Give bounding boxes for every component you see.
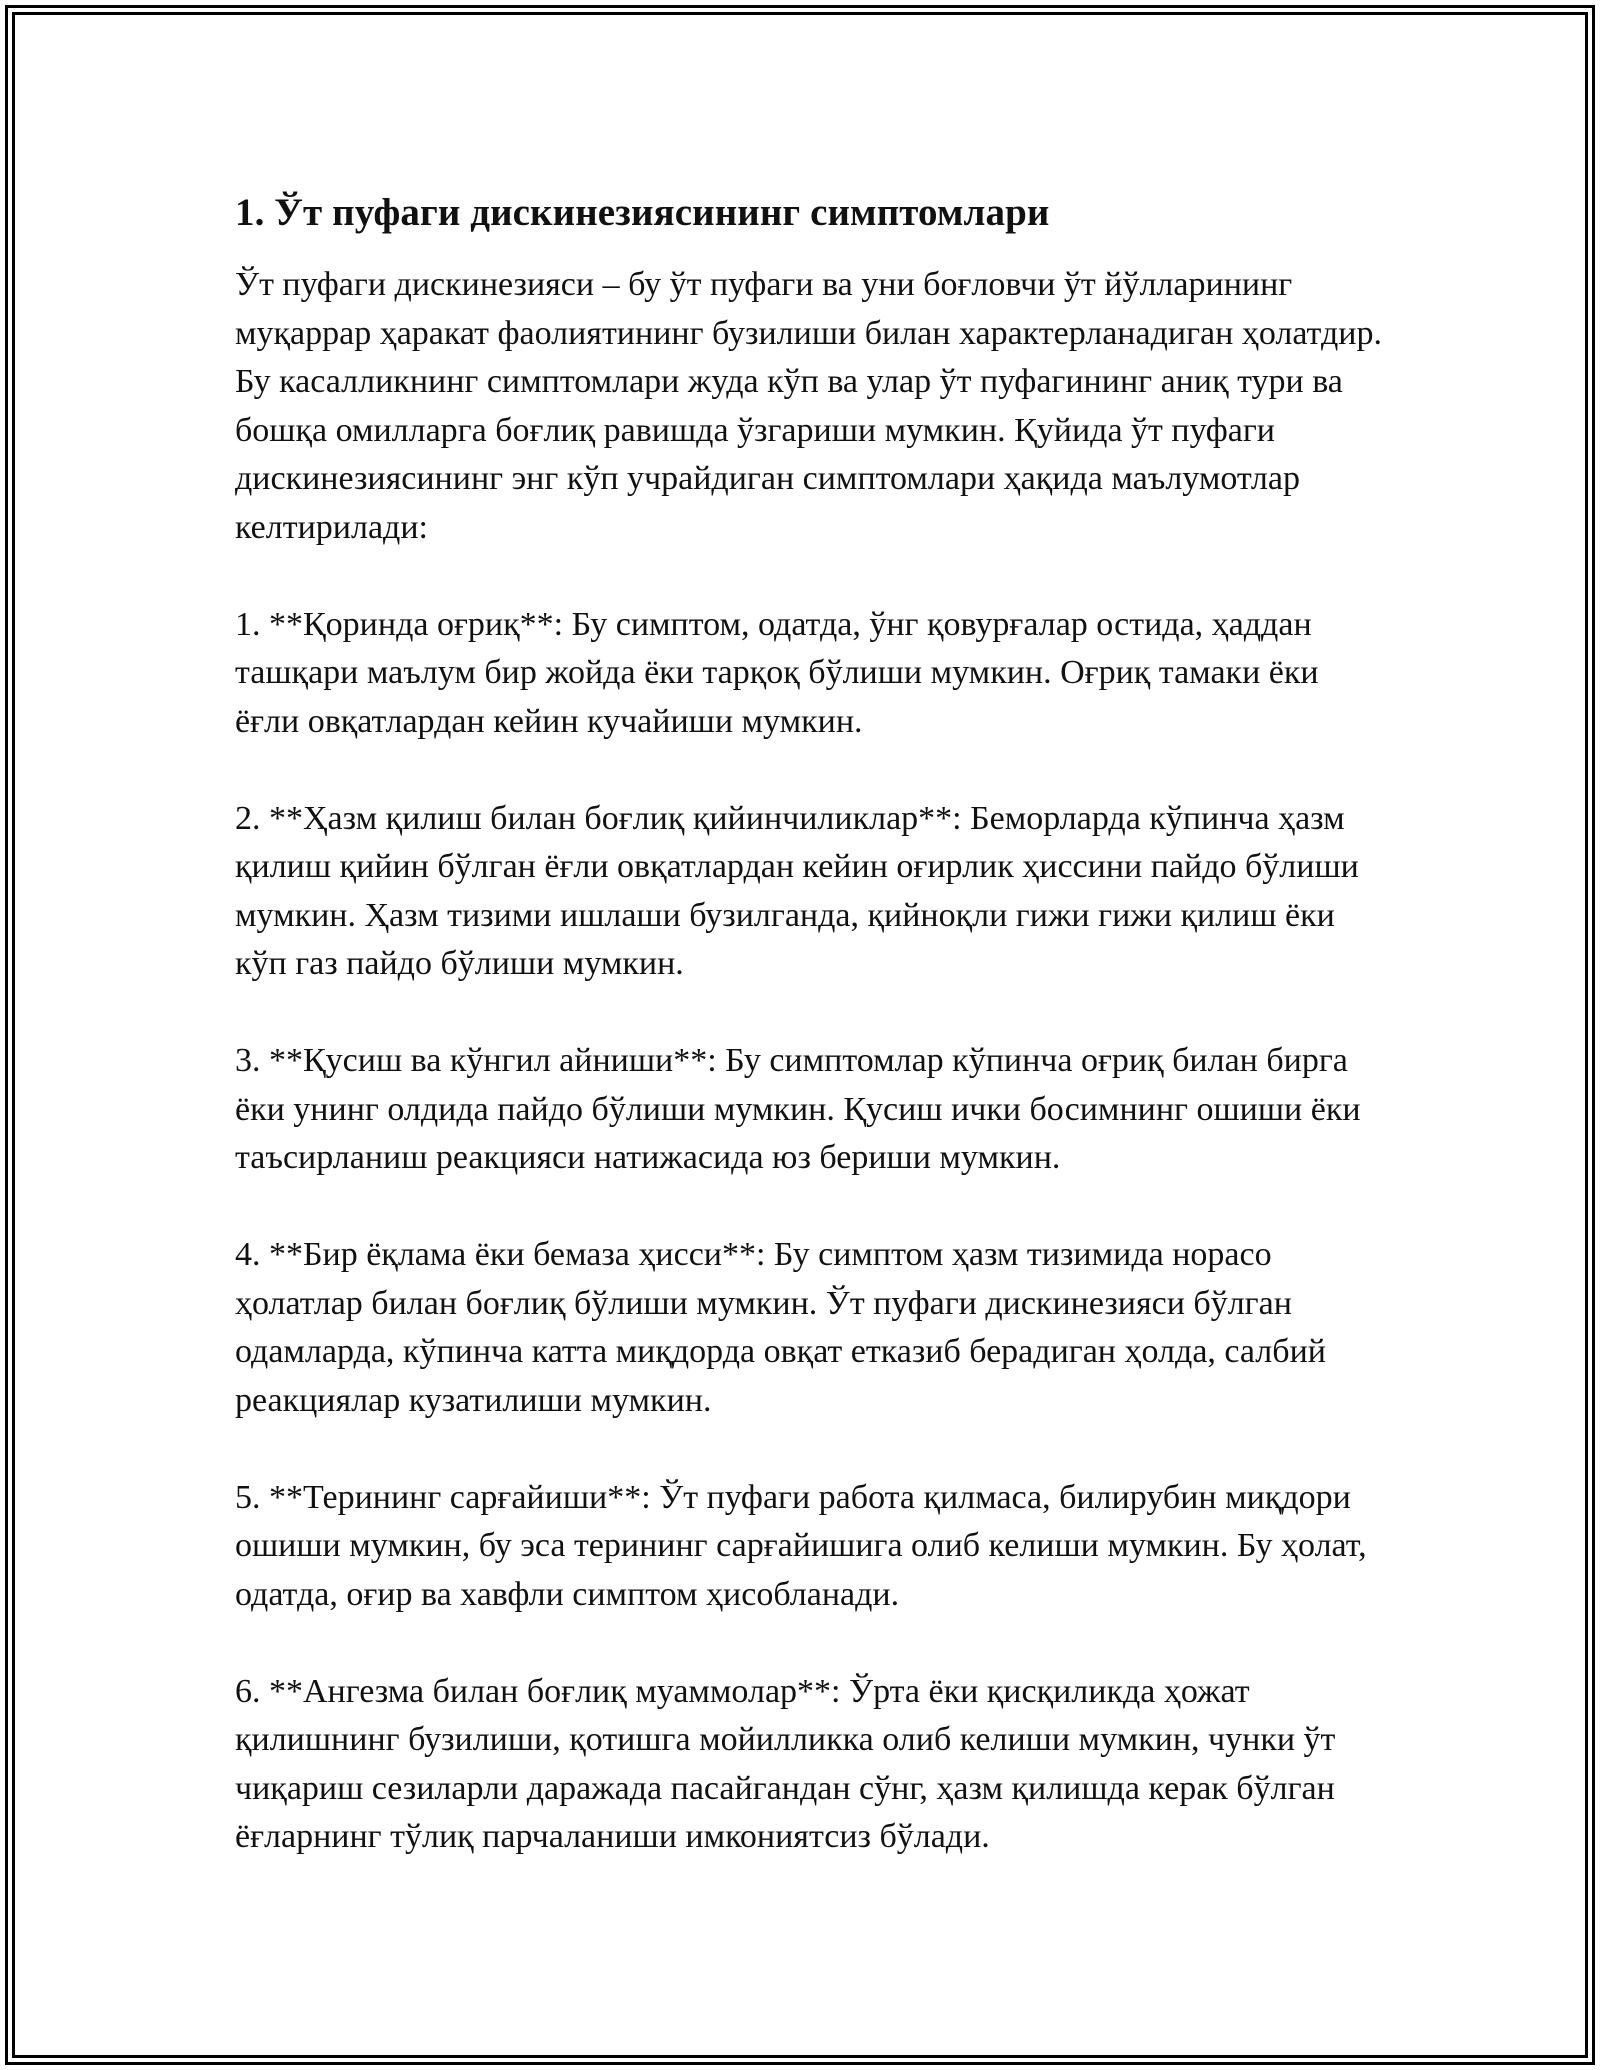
- list-item-6: 6. **Ангезма билан боғлиқ муаммолар**: Ўрта ёки қисқиликда ҳожат қилишнинг бузилиши, қотишга мойилликка олиб келиши мумкин, чунки ўт чиқариш сезиларли даражада пасайгандан сўнг, ҳазм қилишда керак бўлган ёғларнинг тўлиқ парчаланиши имкониятсиз бўлади.: [235, 1672, 1336, 1855]
- document-body: [235, 185, 1385, 1910]
- list-item-4: 4. **Бир ёқлама ёки бемаза ҳисси**: Бу симптом ҳазм тизимида норасо ҳолатлар билан боғлиқ бўлиши мумкин. Ўт пуфаги дискинезияси бўлган одамларда, кўпинча катта миқдорда овқат етказиб берадиган ҳолда, салбий реакциялар кузатилиши мумкин.: [235, 1236, 1326, 1419]
- list-item-3: 3. **Қусиш ва кўнгил айниши**: Бу симптомлар кўпинча оғриқ билан бирга ёки унинг олдида пайдо бўлиши мумкин. Қусиш ички босимнинг ошиши ёки таъсирланиш реакцияси натижасида юз бериши мумкин.: [235, 1042, 1361, 1176]
- list-item-2: 2. **Ҳазм қилиш билан боғлиқ қийинчиликлар**: Беморларда кўпинча ҳазм қилиш қийин бўлган ёғли овқатлардан кейин оғирлик ҳиссини пайдо бўлиши мумкин. Ҳазм тизими ишлаши бузилганда, қийноқли гижи гижи қилиш ёки кўп газ пайдо бўлиши мумкин.: [235, 799, 1359, 982]
- list-item-1: 1. **Қоринда оғриқ**: Бу симптом, одатда, ўнг қовурғалар остида, ҳаддан ташқари маълум бир жойда ёки тарқоқ бўлиши мумкин. Оғриқ тамаки ёки ёғли овқатлардан кейин кучайиши мумкин.: [235, 605, 1319, 740]
- document-title: 1. Ўт пуфаги дискинезиясининг симптомлари: [235, 191, 1050, 234]
- intro-paragraph: Ўт пуфаги дискинезияси – бу ўт пуфаги ва уни боғловчи ўт йўлларининг муқаррар ҳаракат фаолиятининг бузилиши билан характерланадиган ҳолатдир. Бу касалликнинг симптомлари жуда кўп ва улар ўт пуфагининг аниқ тури ва бошқа омилларга боғлиқ равишда ўзгариши мумкин. Қуйида ўт пуфаги дискинезиясининг энг кўп учрайдиган симптомлари ҳақида маълумотлар келтирилади:: [235, 266, 1382, 546]
- list-item-5: 5. **Терининг сарғайиши**: Ўт пуфаги работа қилмаса, билирубин миқдори ошиши мумкин, бу эса терининг сарғайишига олиб келиши мумкин. Бу ҳолат, одатда, оғир ва хавфли симптом ҳисобланади.: [235, 1478, 1367, 1613]
